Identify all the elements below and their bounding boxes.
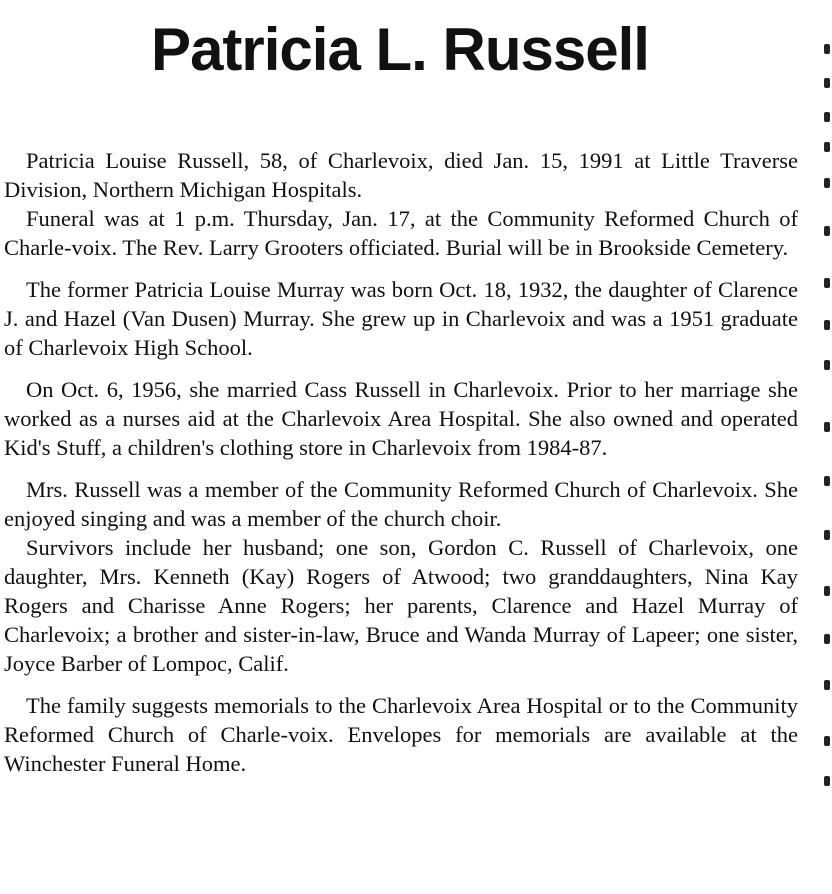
paragraph-death-notice: Patricia Louise Russell, 58, of Charlevoix, died Jan. 15, 1991 at Little Traverse Division, Northern Michigan Hospitals. xyxy=(4,148,798,202)
paragraph-marriage: On Oct. 6, 1956, she married Cass Russell in Charlevoix. Prior to her marriage she worked as a nurses aid at the Charlevoix Area Hospital. She also owned and operated Kid's Stuff, a children's clothing store in Charlevoix from 1984-87. xyxy=(4,377,798,460)
paragraph-church: Mrs. Russell was a member of the Community Reformed Church of Charlevoix. She enjoyed singing and was a member of the church choir. xyxy=(4,477,798,531)
adjacent-column-edge xyxy=(822,30,832,790)
obituary-title: Patricia L. Russell xyxy=(151,16,649,83)
paragraph-memorials: The family suggests memorials to the Charlevoix Area Hospital or to the Community Reformed Church of Charle-voix. Envelopes for memorials are available at the Winchester Funeral Home. xyxy=(4,693,798,776)
paragraph-survivors: Survivors include her husband; one son, Gordon C. Russell of Charlevoix, one daughter, Mrs. Kenneth (Kay) Rogers of Atwood; two granddaughters, Nina Kay Rogers and Charisse Anne Rogers; her parents, Clarence and Hazel Murray of Charlevoix; a brother and sister-in-law, Bruce and Wanda Murray of Lapeer; one sister, Joyce Barber of Lompoc, Calif. xyxy=(4,535,798,676)
paragraph-birth: The former Patricia Louise Murray was born Oct. 18, 1932, the daughter of Clarence J. and Hazel (Van Dusen) Murray. She grew up in Charlevoix and was a 1951 graduate of Charlevoix High School. xyxy=(4,277,798,360)
paragraph-funeral: Funeral was at 1 p.m. Thursday, Jan. 17, at the Community Reformed Church of Charle-voix. The Rev. Larry Grooters officiated. Burial will be in Brookside Cemetery. xyxy=(4,206,798,260)
obituary-body xyxy=(4,146,798,778)
